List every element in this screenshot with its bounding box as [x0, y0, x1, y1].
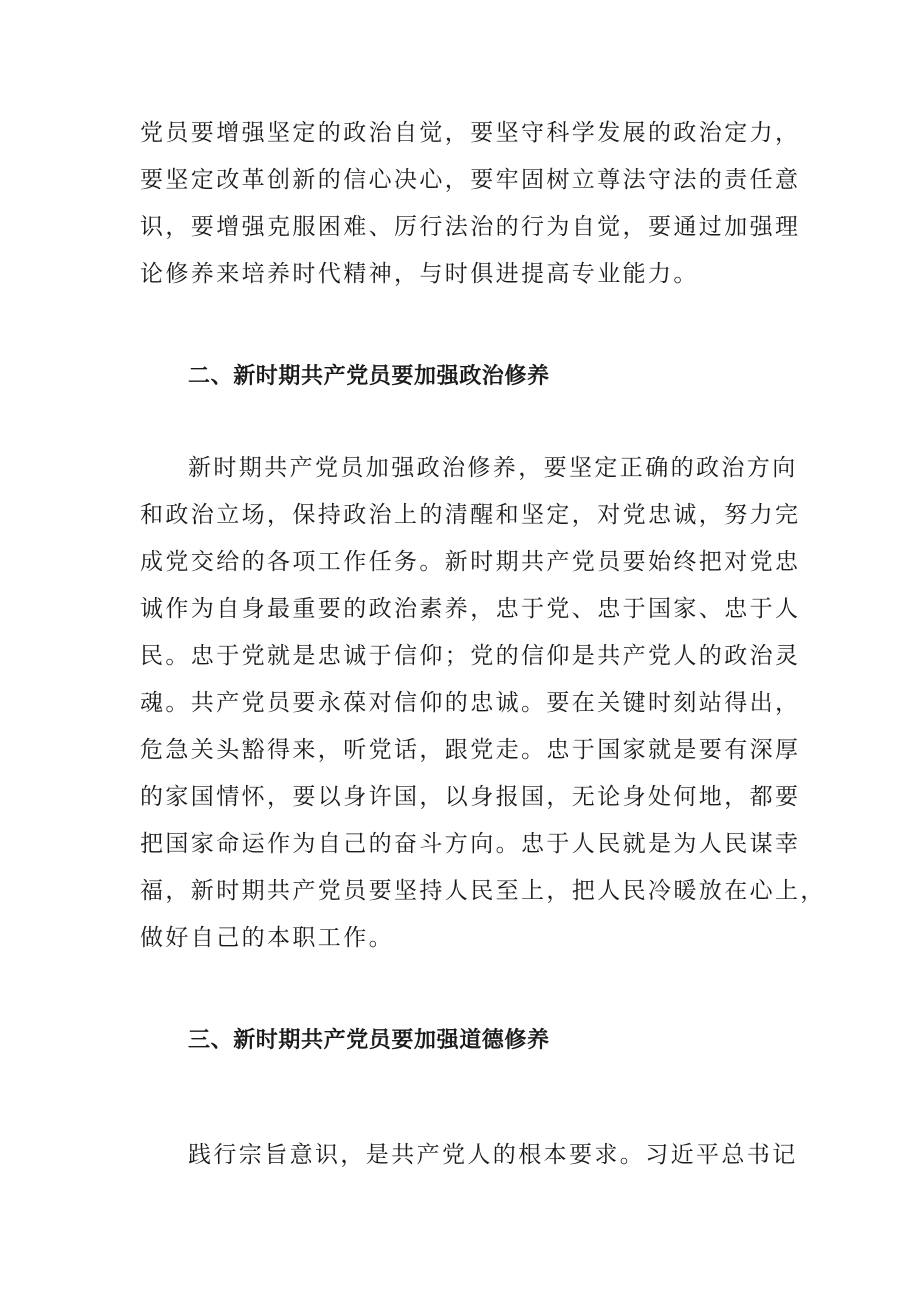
paragraph-line: 把国家命运作为自己的奋斗方向。忠于人民就是为人民谋幸: [140, 831, 801, 857]
paragraph-line: 诚作为自身最重要的政治素养，忠于党、忠于国家、忠于人: [140, 596, 801, 622]
paragraph-line: 新时期共产党员加强政治修养，要坚定正确的政治方向: [188, 455, 798, 481]
paragraph-line: 民。忠于党就是忠诚于信仰；党的信仰是共产党人的政治灵: [140, 643, 801, 669]
paragraph-line: 践行宗旨意识，是共产党人的根本要求。习近平总书记: [188, 1142, 798, 1168]
paragraph-line: 要坚定改革创新的信心决心，要牢固树立尊法守法的责任意: [140, 167, 801, 193]
paragraph-line: 危急关头豁得来，听党话，跟党走。忠于国家就是要有深厚: [140, 737, 801, 763]
section-heading: 二、新时期共产党员要加强政治修养: [188, 364, 550, 389]
paragraph-line: 魂。共产党员要永葆对信仰的忠诚。要在关键时刻站得出，: [140, 690, 801, 716]
paragraph-line: 做好自己的本职工作。: [140, 925, 394, 951]
paragraph-line: 的家国情怀，要以身许国，以身报国，无论身处何地，都要: [140, 784, 801, 810]
paragraph-line: 福，新时期共产党员要坚持人民至上，把人民冷暖放在心上，: [140, 878, 826, 904]
paragraph-line: 和政治立场，保持政治上的清醒和坚定，对党忠诚，努力完: [140, 502, 801, 528]
paragraph-line: 党员要增强坚定的政治自觉，要坚守科学发展的政治定力，: [140, 120, 801, 146]
paragraph-line: 成党交给的各项工作任务。新时期共产党员要始终把对党忠: [140, 549, 801, 575]
paragraph-line: 论修养来培养时代精神，与时俱进提高专业能力。: [140, 261, 699, 287]
section-heading: 三、新时期共产党员要加强道德修养: [188, 1028, 550, 1053]
paragraph-line: 识，要增强克服困难、厉行法治的行为自觉，要通过加强理: [140, 214, 801, 240]
